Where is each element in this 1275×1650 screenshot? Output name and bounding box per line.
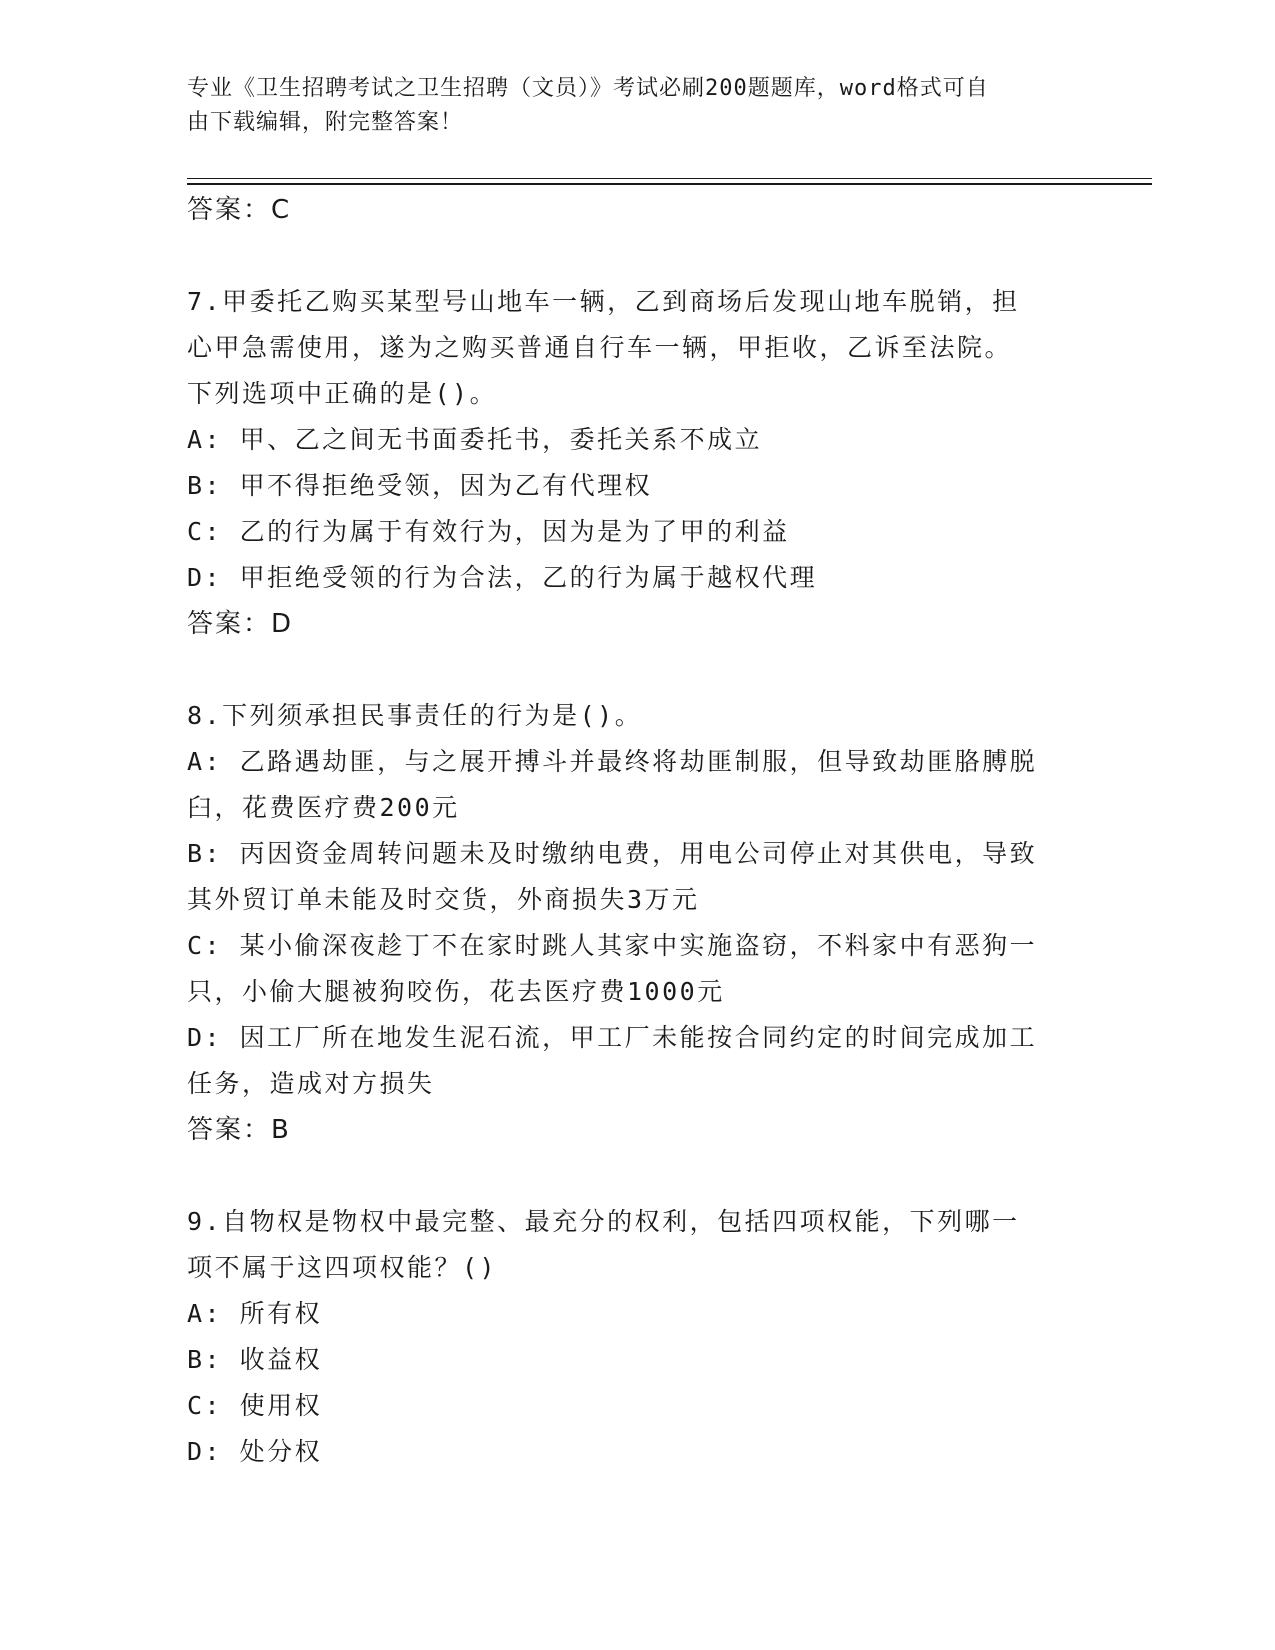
question-block (187, 1199, 1087, 1475)
question-content (187, 187, 1087, 1475)
header-divider-thin (187, 178, 1152, 179)
option-line: 其外贸订单未能及时交货，外商损失3万元 (187, 885, 700, 914)
option-line: B: 收益权 (187, 1345, 323, 1374)
question-stem-line: 9.自物权是物权中最完整、最充分的权利，包括四项权能，下列哪一 (187, 1207, 1020, 1236)
question-list (187, 279, 1087, 1475)
option-line: A: 甲、乙之间无书面委托书，委托关系不成立 (187, 425, 763, 454)
option-line: D: 处分权 (187, 1437, 323, 1466)
option-line: C: 某小偷深夜趁丁不在家时跳人其家中实施盗窃，不料家中有恶狗一 (187, 931, 1038, 960)
option-line: 任务，造成对方损失 (187, 1069, 435, 1098)
question-stem-line: 7.甲委托乙购买某型号山地车一辆，乙到商场后发现山地车脱销，担 (187, 287, 1020, 316)
spacer (187, 233, 1087, 279)
question-stem-line: 心甲急需使用，遂为之购买普通自行车一辆，甲拒收，乙诉至法院。 (187, 333, 1013, 362)
option-line: 只，小偷大腿被狗咬伤，花去医疗费1000元 (187, 977, 725, 1006)
option-line: C: 乙的行为属于有效行为，因为是为了甲的利益 (187, 517, 790, 546)
option-line: D: 因工厂所在地发生泥石流，甲工厂未能按合同约定的时间完成加工 (187, 1023, 1038, 1052)
option-line: 臼，花费医疗费200元 (187, 793, 460, 822)
question-stem-line: 下列选项中正确的是()。 (187, 379, 498, 408)
header-line-2: 由下载编辑，附完整答案！ (187, 110, 464, 135)
spacer (187, 1153, 1087, 1199)
answer-line: 答案：D (187, 609, 294, 639)
option-line: A: 所有权 (187, 1299, 323, 1328)
header-divider-thick (187, 183, 1152, 185)
answer-line: 答案：B (187, 1115, 291, 1145)
question-block (187, 279, 1087, 693)
answer-line: 答案：C (187, 195, 292, 225)
option-line: B: 丙因资金周转问题未及时缴纳电费，用电公司停止对其供电，导致 (187, 839, 1038, 868)
option-line: C: 使用权 (187, 1391, 323, 1420)
question-block (187, 693, 1087, 1199)
question-stem-line: 项不属于这四项权能？() (187, 1253, 498, 1282)
page-header (187, 72, 1067, 140)
header-line-1: 专业《卫生招聘考试之卫生招聘（文员）》考试必刷200题题库，word格式可自 (187, 76, 989, 101)
option-line: A: 乙路遇劫匪，与之展开搏斗并最终将劫匪制服，但导致劫匪胳膊脱 (187, 747, 1038, 776)
spacer (187, 647, 1087, 693)
option-line: D: 甲拒绝受领的行为合法，乙的行为属于越权代理 (187, 563, 818, 592)
question-stem-line: 8.下列须承担民事责任的行为是()。 (187, 701, 643, 730)
option-line: B: 甲不得拒绝受领，因为乙有代理权 (187, 471, 653, 500)
